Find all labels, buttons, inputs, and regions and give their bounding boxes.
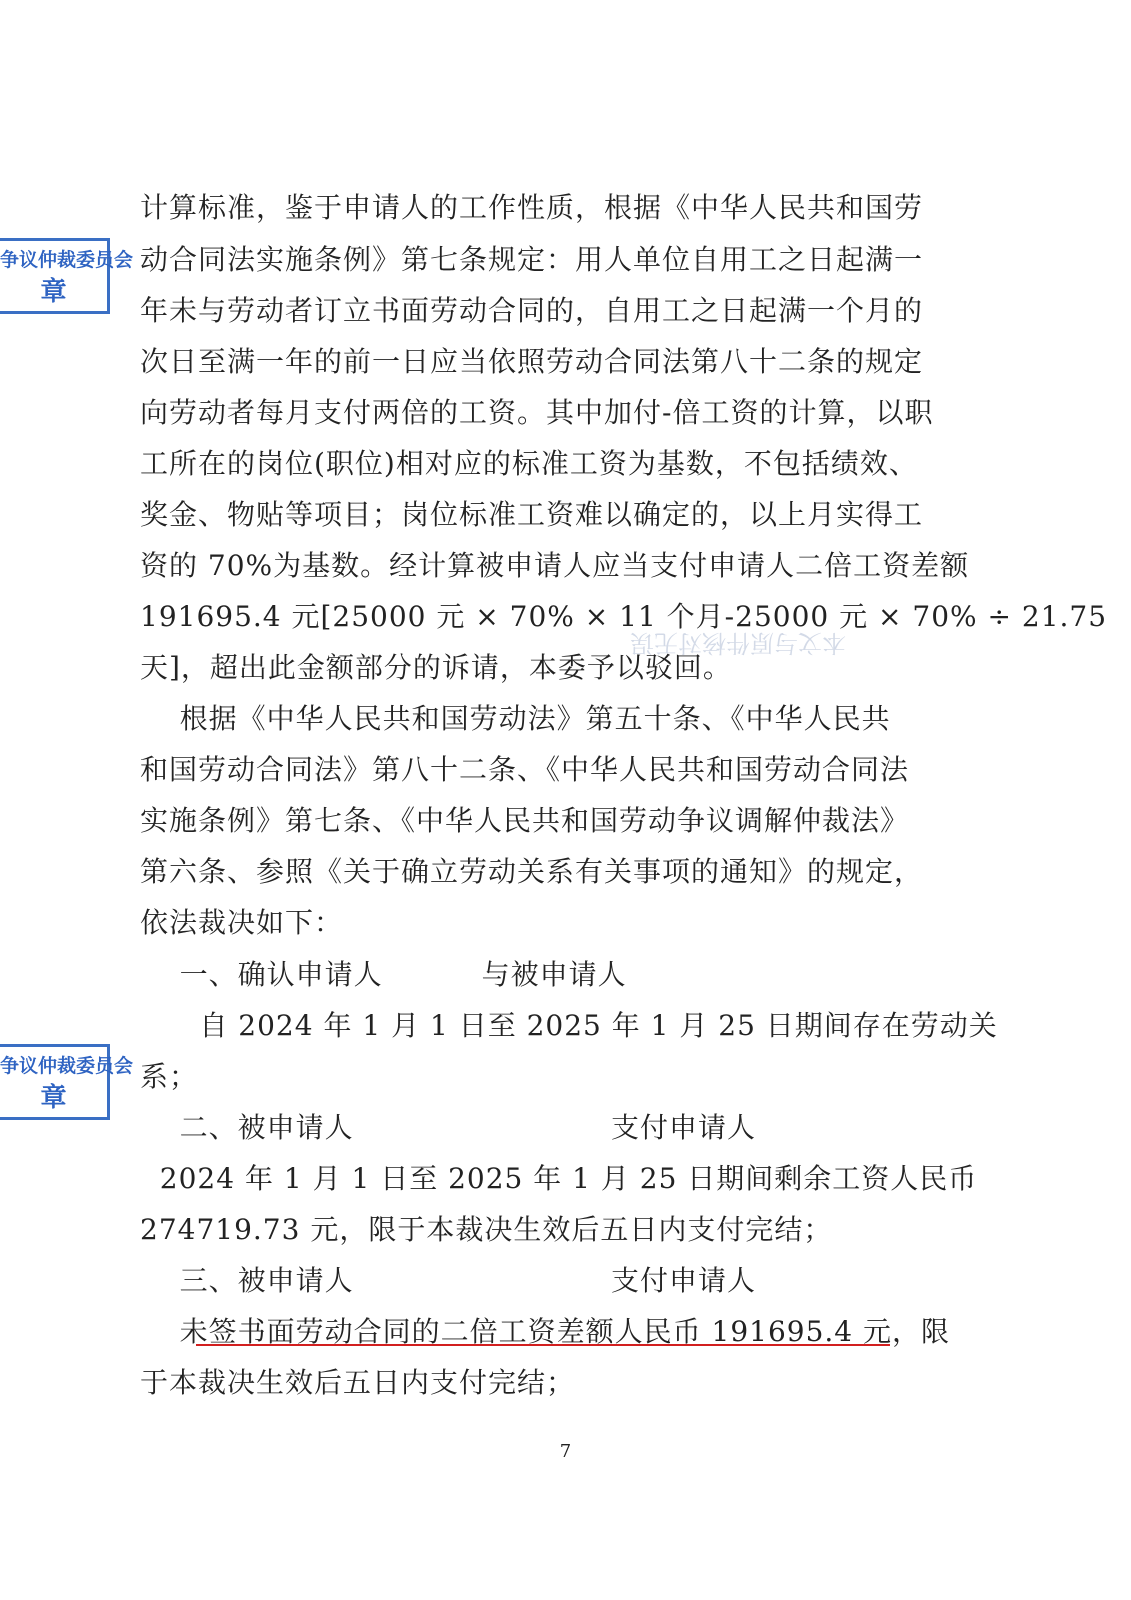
text-line: 一、确认申请人 与被申请人 bbox=[140, 958, 627, 991]
text-line: 和国劳动合同法》第八十二条、《中华人民共和国劳动合同法 bbox=[140, 753, 910, 786]
text-line: 年未与劳动者订立书面劳动合同的，自用工之日起满一个月的 bbox=[140, 294, 924, 327]
seal-char: 章 bbox=[40, 1083, 67, 1113]
text-line: 二、被申请人 支付申请人 bbox=[140, 1111, 757, 1144]
text-line: 191695.4 元[25000 元 × 70% × 11 个月-25000 元 × 70% ÷ 21.75 bbox=[140, 600, 1108, 633]
text-line: 次日至满一年的前一日应当依照劳动合同法第八十二条的规定 bbox=[140, 345, 924, 378]
text-line: 奖金、物贴等项目；岗位标准工资难以确定的，以上月实得工 bbox=[140, 498, 924, 531]
text-line: 资的 70%为基数。经计算被申请人应当支付申请人二倍工资差额 bbox=[140, 549, 970, 582]
seal-char: 章 bbox=[40, 277, 67, 307]
red-underline bbox=[196, 1344, 890, 1346]
text-line: 向劳动者每月支付两倍的工资。其中加付-倍工资的计算，以职 bbox=[140, 396, 934, 429]
seal-text: 争议仲裁委员会 bbox=[0, 249, 134, 271]
text-line: 工所在的岗位(职位)相对应的标准工资为基数，不包括绩效、 bbox=[140, 447, 918, 480]
seal-stamp bbox=[0, 238, 134, 314]
page-number: 7 bbox=[559, 1441, 572, 1462]
text-line: 依法裁决如下： bbox=[140, 906, 344, 939]
text-line: 实施条例》第七条、《中华人民共和国劳动争议调解仲裁法》 bbox=[140, 804, 910, 837]
text-line: 274719.73 元，限于本裁决生效后五日内支付完结； bbox=[140, 1213, 833, 1246]
verification-watermark: 本文与原件核对无误 bbox=[630, 629, 846, 657]
text-line: 2024 年 1 月 1 日至 2025 年 1 月 25 日期间剩余工资人民币 bbox=[140, 1162, 978, 1195]
text-line: 计算标准，鉴于申请人的工作性质，根据《中华人民共和国劳 bbox=[140, 191, 924, 224]
text-line: 自 2024 年 1 月 1 日至 2025 年 1 月 25 日期间存在劳动关 bbox=[140, 1009, 998, 1042]
seal-text: 争议仲裁委员会 bbox=[0, 1055, 134, 1077]
seal-stamp bbox=[0, 1044, 134, 1120]
text-line: 第六条、参照《关于确立劳动关系有关事项的通知》的规定， bbox=[140, 855, 924, 888]
text-line: 于本裁决生效后五日内支付完结； bbox=[140, 1366, 576, 1399]
text-line: 根据《中华人民共和国劳动法》第五十条、《中华人民共 bbox=[140, 702, 891, 735]
text-line: 系； bbox=[140, 1060, 199, 1093]
text-line: 未签书面劳动合同的二倍工资差额人民币 191695.4 元，限 bbox=[140, 1315, 951, 1348]
text-line: 三、被申请人 支付申请人 bbox=[140, 1264, 757, 1297]
text-line: 动合同法实施条例》第七条规定：用人单位自用工之日起满一 bbox=[140, 243, 924, 276]
text-line: 天]，超出此金额部分的诉请，本委予以驳回。 bbox=[140, 651, 732, 684]
